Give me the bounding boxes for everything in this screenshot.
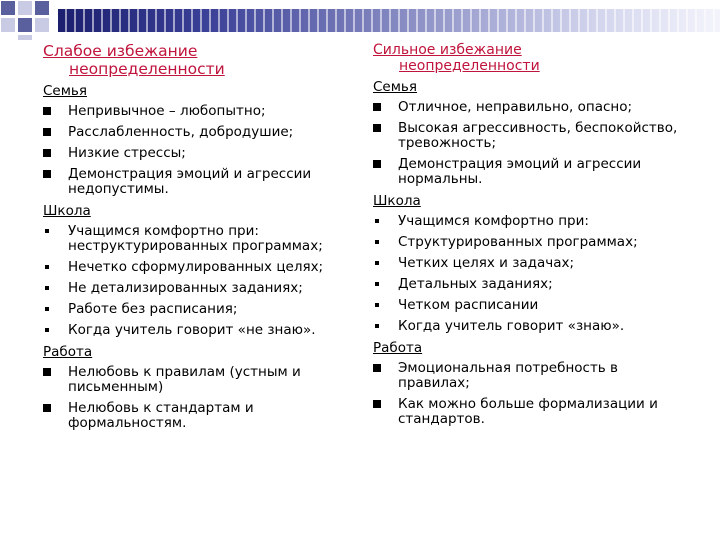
school-list — [373, 214, 683, 334]
list-item-text: Учащимся комфортно при: неструктурированных программах; — [68, 223, 323, 254]
small-bullet-icon — [375, 324, 379, 328]
list-item — [43, 281, 361, 296]
list-item — [373, 298, 683, 313]
section-heading-school: Школа — [373, 193, 421, 209]
list-item — [373, 319, 683, 334]
header-bar-stripes — [58, 9, 720, 32]
list-item — [373, 277, 683, 292]
list-item-text: Непривычное – любопытно; — [68, 103, 266, 119]
list-item — [373, 256, 683, 271]
list-item-text: Детальных заданиях; — [398, 276, 553, 292]
list-item-text: Нечетко сформулированных целях; — [68, 259, 324, 275]
section-heading-school: Школа — [43, 203, 91, 219]
small-bullet-icon — [375, 282, 379, 286]
school-list — [43, 224, 361, 338]
decorative-header — [0, 0, 720, 40]
list-item-text: Работе без расписания; — [68, 301, 238, 317]
list-item — [373, 361, 683, 391]
family-list — [43, 104, 361, 197]
list-item — [373, 214, 683, 229]
square-bullet-icon — [43, 404, 51, 412]
section-heading-work: Работа — [373, 340, 423, 356]
small-bullet-icon — [45, 286, 49, 290]
list-item-text: Учащимся комфортно при: — [398, 213, 589, 229]
section-heading-family: Семья — [43, 83, 87, 99]
list-item — [43, 365, 361, 395]
list-item-text: Нелюбовь к стандартам и формальностям. — [68, 400, 254, 431]
work-list — [43, 365, 361, 431]
weak-avoidance-column — [43, 40, 361, 437]
strong-avoidance-column — [373, 40, 683, 433]
list-item-text: Отличное, неправильно, опасно; — [398, 99, 633, 115]
title-line: неопределенности — [399, 58, 540, 74]
list-item — [43, 167, 361, 197]
list-item — [373, 157, 683, 187]
list-item-text: Как можно больше формализации и стандартов. — [398, 396, 658, 427]
square-bullet-icon — [43, 149, 51, 157]
header-square — [1, 1, 15, 15]
small-bullet-icon — [375, 261, 379, 265]
square-bullet-icon — [43, 107, 51, 115]
list-item — [373, 235, 683, 250]
list-item-text: Четких целях и задачах; — [398, 255, 575, 271]
square-bullet-icon — [373, 103, 381, 111]
list-item — [43, 302, 361, 317]
strong-avoidance-title — [373, 42, 683, 74]
list-item — [43, 323, 361, 338]
list-item — [43, 146, 361, 161]
list-item — [373, 397, 683, 427]
list-item-text: Не детализированных заданиях; — [68, 280, 303, 296]
title-line: Сильное избежание — [373, 42, 522, 58]
square-bullet-icon — [373, 400, 381, 408]
small-bullet-icon — [45, 229, 49, 233]
title-line: неопределенности — [69, 60, 225, 78]
square-bullet-icon — [43, 170, 51, 178]
list-item-text: Низкие стрессы; — [68, 145, 186, 161]
header-square — [35, 1, 49, 15]
list-item — [43, 224, 361, 254]
square-bullet-icon — [373, 124, 381, 132]
list-item-text: Структурированных программах; — [398, 234, 638, 250]
header-square — [35, 18, 49, 32]
small-bullet-icon — [45, 328, 49, 332]
header-square — [18, 1, 32, 15]
header-square — [1, 18, 15, 32]
section-heading-work: Работа — [43, 344, 93, 360]
list-item-text: Эмоциональная потребность в правилах; — [398, 360, 619, 391]
list-item — [43, 401, 361, 431]
small-bullet-icon — [375, 219, 379, 223]
header-square — [18, 35, 32, 40]
square-bullet-icon — [373, 160, 381, 168]
small-bullet-icon — [375, 240, 379, 244]
list-item-text: Когда учитель говорит «не знаю». — [68, 322, 316, 338]
list-item-text: Расслабленность, добродушие; — [68, 124, 294, 140]
list-item-text: Когда учитель говорит «знаю». — [398, 318, 625, 334]
list-item-text: Демонстрация эмоций и агрессии недопустимы. — [68, 166, 312, 197]
list-item — [373, 121, 683, 151]
family-list — [373, 100, 683, 187]
list-item — [43, 104, 361, 119]
square-bullet-icon — [43, 128, 51, 136]
square-bullet-icon — [373, 364, 381, 372]
square-bullet-icon — [43, 368, 51, 376]
list-item-text: Четком расписании — [398, 297, 539, 313]
list-item-text: Высокая агрессивность, беспокойство, тревожность; — [398, 120, 678, 151]
small-bullet-icon — [45, 265, 49, 269]
small-bullet-icon — [45, 307, 49, 311]
list-item — [373, 100, 683, 115]
work-list — [373, 361, 683, 427]
list-item — [43, 125, 361, 140]
section-heading-family: Семья — [373, 79, 417, 95]
list-item — [43, 260, 361, 275]
weak-avoidance-title — [43, 42, 361, 78]
title-line: Слабое избежание — [43, 42, 198, 60]
list-item-text: Демонстрация эмоций и агрессии нормальны. — [398, 156, 642, 187]
header-square — [18, 18, 32, 32]
small-bullet-icon — [375, 303, 379, 307]
list-item-text: Нелюбовь к правилам (устным и письменным) — [68, 364, 301, 395]
